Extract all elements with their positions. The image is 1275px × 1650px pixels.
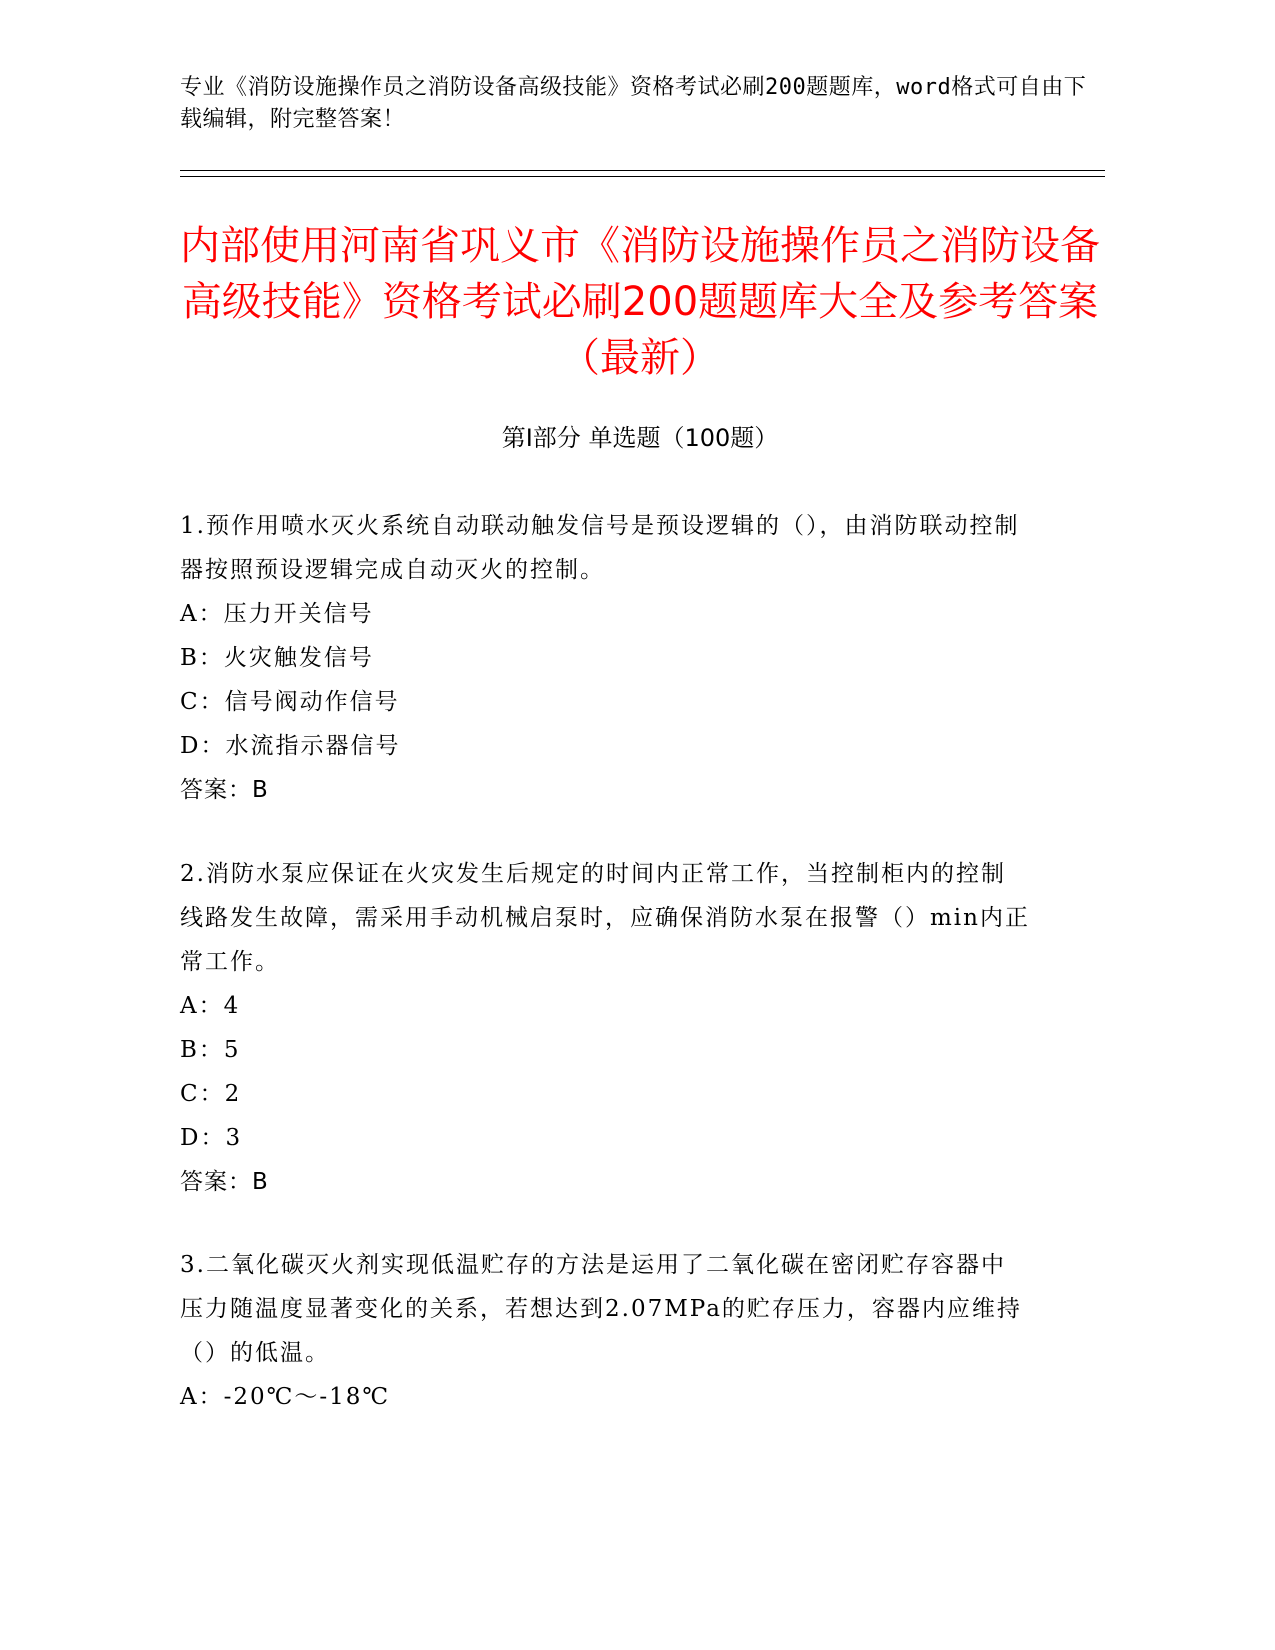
- option-c: C：信号阀动作信号: [180, 689, 400, 715]
- option-b: B：火灾触发信号: [180, 645, 374, 671]
- option-a: A：-20℃～-18℃: [180, 1384, 391, 1410]
- header-note: 专业《消防设施操作员之消防设备高级技能》资格考试必刷200题题库，word格式可自由下载编辑，附完整答案！: [180, 75, 1087, 132]
- question-stem: 3.二氧化碳灭火剂实现低温贮存的方法是运用了二氧化碳在密闭贮存容器中压力随温度显著变化的关系，若想达到2.07MPa的贮存压力，容器内应维持（）的低温。: [180, 1252, 1022, 1366]
- answer: 答案：B: [180, 777, 269, 803]
- option-a: A：压力开关信号: [180, 601, 374, 627]
- option-b: B：5: [180, 1037, 241, 1063]
- question-2: [180, 852, 1030, 1204]
- section-heading: 第Ⅰ部分 单选题（100题）: [501, 424, 779, 452]
- document-title: 内部使用河南省巩义市《消防设施操作员之消防设备高级技能》资格考试必刷200题题库大全及参考答案（最新）: [180, 223, 1100, 381]
- question-stem: 2.消防水泵应保证在火灾发生后规定的时间内正常工作，当控制柜内的控制线路发生故障，需采用手动机械启泵时，应确保消防水泵在报警（）min内正常工作。: [180, 861, 1030, 975]
- option-c: C：2: [180, 1081, 242, 1107]
- question-stem: 1.预作用喷水灭火系统自动联动触发信号是预设逻辑的（），由消防联动控制器按照预设逻辑完成自动灭火的控制。: [180, 513, 1020, 583]
- header-divider-top: [180, 170, 1105, 171]
- question-3: [180, 1243, 1030, 1419]
- question-1: [180, 504, 1030, 812]
- answer: 答案：B: [180, 1169, 269, 1195]
- option-a: A：4: [180, 993, 241, 1019]
- option-d: D：3: [180, 1125, 243, 1151]
- option-d: D：水流指示器信号: [180, 733, 401, 759]
- header-divider-bottom: [180, 176, 1105, 177]
